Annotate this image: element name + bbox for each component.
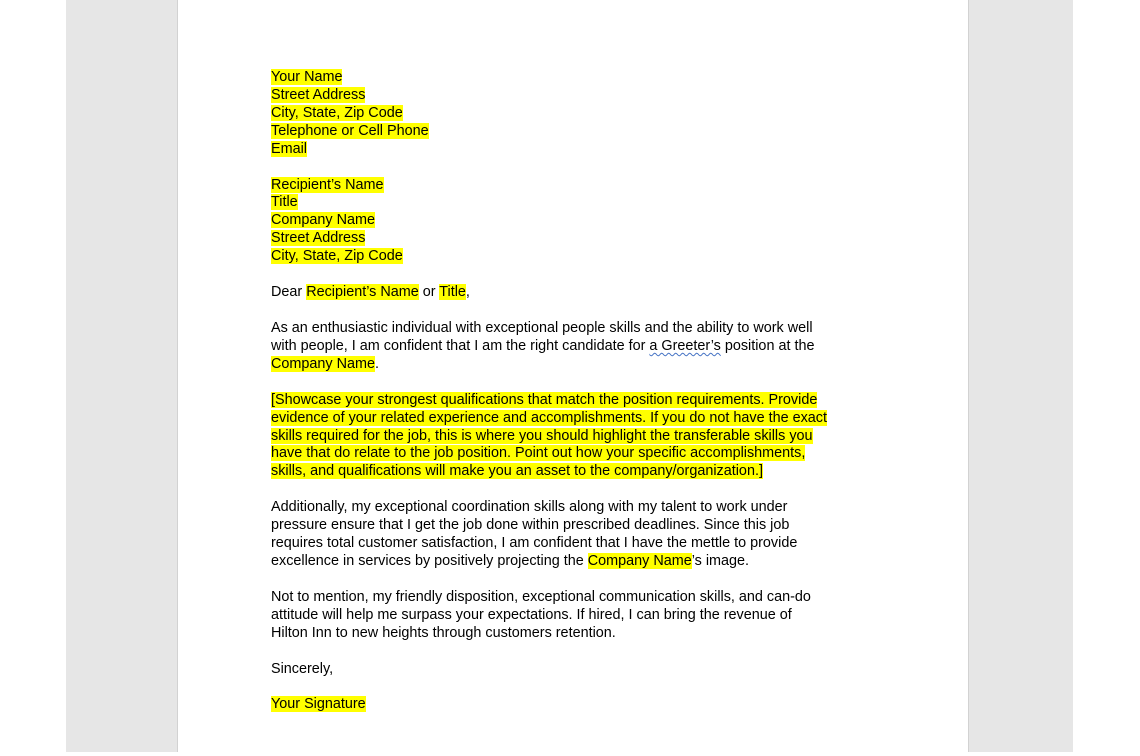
signature-block <box>271 696 891 714</box>
paragraph-line: Additionally, my exceptional coordination skills along with my talent to work under <box>271 499 788 516</box>
paragraph-intro <box>271 320 891 374</box>
paragraph-line: with people, I am confident that I am the right candidate for <box>271 337 650 354</box>
placeholder-line: evidence of your related experience and accomplishments. If you do not have the exact <box>271 409 827 426</box>
company-name-placeholder: Company Name <box>587 552 692 569</box>
paragraph-line: Not to mention, my friendly disposition, exceptional communication skills, and can-do <box>271 588 811 605</box>
salutation <box>271 284 891 302</box>
paragraph-line: . <box>374 355 379 372</box>
paragraph-line: requires total customer satisfaction, I am confident that I have the mettle to provide <box>271 535 798 552</box>
salutation-or: or <box>418 284 440 301</box>
recipient-address-block <box>271 177 891 267</box>
sender-name: Your Name <box>271 69 343 85</box>
closing-text: Sincerely, <box>271 660 334 677</box>
paragraph-qualifications-placeholder <box>271 392 891 482</box>
placeholder-line: skills, and qualifications will make you an asset to the company/organization.] <box>271 463 763 480</box>
paragraph-line: attitude will help me surpass your expectations. If hired, I can bring the revenue of <box>271 606 792 623</box>
recipient-company: Company Name <box>271 212 375 229</box>
salutation-suffix: , <box>465 284 470 301</box>
salutation-prefix: Dear <box>271 284 307 301</box>
spellcheck-flagged-text[interactable]: a Greeter’s <box>649 337 721 354</box>
sender-street: Street Address <box>271 86 366 103</box>
sender-city: City, State, Zip Code <box>271 104 403 121</box>
recipient-title: Title <box>271 194 298 211</box>
placeholder-line: have that do relate to the job position. Point out how your specific accomplishments, <box>271 445 806 462</box>
paragraph-line: As an enthusiastic individual with exceptional people skills and the ability to work well <box>271 319 813 336</box>
sender-email: Email <box>271 140 307 157</box>
signature-placeholder: Your Signature <box>271 696 366 713</box>
recipient-name: Recipient’s Name <box>271 176 384 193</box>
salutation-name: Recipient’s Name <box>306 284 419 301</box>
paragraph-line: position at the <box>720 337 815 354</box>
document-page <box>178 0 968 752</box>
paragraph-closing-remarks <box>271 589 891 643</box>
paragraph-line: ’s image. <box>691 552 750 569</box>
paragraph-skills <box>271 499 891 571</box>
sender-phone: Telephone or Cell Phone <box>271 122 429 139</box>
closing <box>271 661 891 679</box>
sender-address-block <box>271 69 891 159</box>
placeholder-line: [Showcase your strongest qualifications that match the position requirements. Provide <box>271 391 818 408</box>
company-name-placeholder: Company Name <box>271 355 375 372</box>
document-viewer <box>66 0 1073 752</box>
letter-body[interactable] <box>271 69 891 732</box>
paragraph-line: excellence in services by positively projecting the <box>271 552 588 569</box>
placeholder-line: skills required for the job, this is where you should highlight the transferable skills you <box>271 427 813 444</box>
paragraph-line: Hilton Inn to new heights through customers retention. <box>271 624 616 641</box>
recipient-street: Street Address <box>271 230 366 247</box>
recipient-city: City, State, Zip Code <box>271 248 403 265</box>
paragraph-line: pressure ensure that I get the job done within prescribed deadlines. Since this job <box>271 517 790 534</box>
salutation-title: Title <box>439 284 466 301</box>
